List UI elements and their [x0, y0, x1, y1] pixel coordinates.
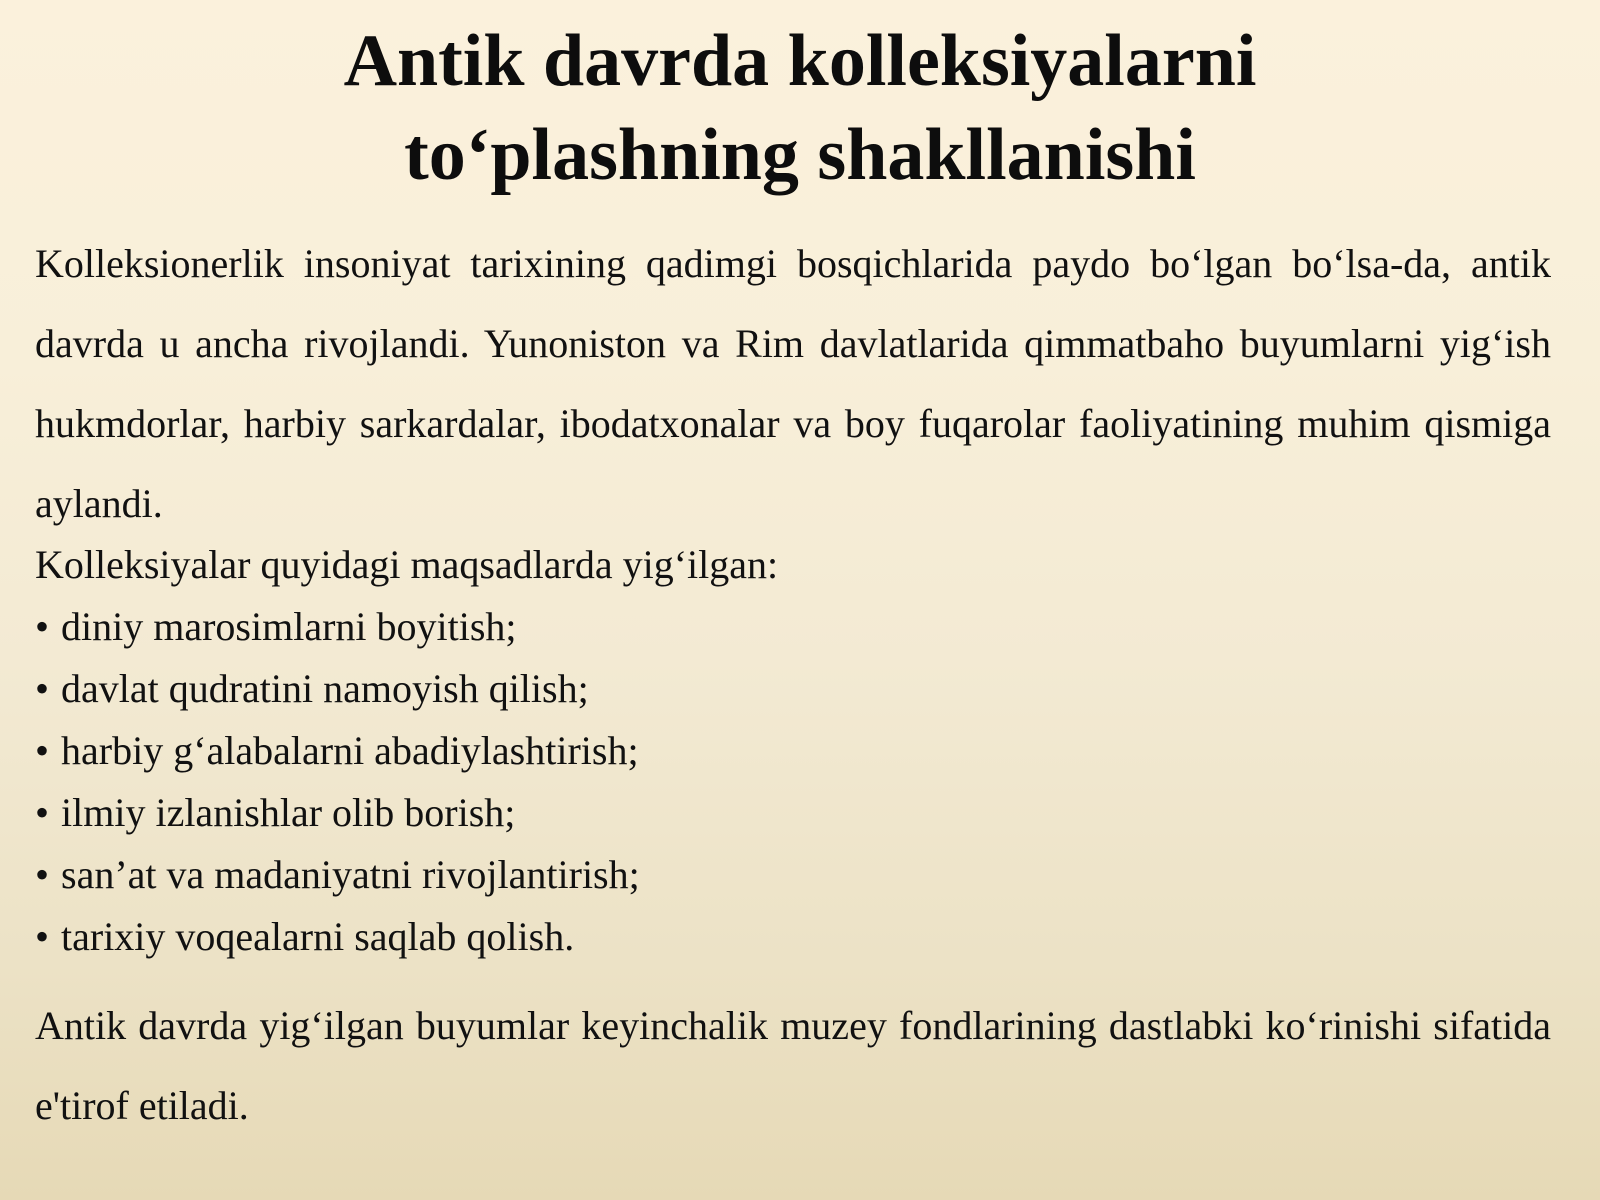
- list-item-text: san’at va madaniyatni rivojlantirish;: [61, 852, 640, 897]
- bullet-icon: •: [35, 666, 50, 711]
- list-item: [35, 720, 640, 782]
- list-item-text: davlat qudratini namoyish qilish;: [61, 666, 589, 711]
- list-item-text: harbiy g‘alabalarni abadiylashtirish;: [61, 728, 639, 773]
- list-item: [35, 596, 640, 658]
- bullet-icon: •: [35, 852, 50, 897]
- bullet-icon: •: [35, 728, 50, 773]
- slide-title-line-1: Antik davrda kolleksiyalarni: [343, 20, 1257, 102]
- list-item-text: diniy marosimlarni boyitish;: [61, 604, 517, 649]
- slide-title-line-2: to‘plashning shakllanishi: [404, 114, 1196, 196]
- bullet-icon: •: [35, 790, 50, 835]
- slide-title: [0, 14, 1600, 202]
- list-item-text: ilmiy izlanishlar olib borish;: [61, 790, 516, 835]
- list-item: [35, 782, 640, 844]
- bullet-icon: •: [35, 604, 50, 649]
- list-item: [35, 658, 640, 720]
- intro-paragraph: Kolleksionerlik insoniyat tarixining qadimgi bosqichlarida paydo bo‘lgan bo‘lsa-da, antik davrda u ancha rivojlandi. Yunoniston va Rim davlatlarida qimmatbaho buyumlarni yig‘ish hukmdorlar, harbiy sarkardalar, ibodatxonalar va boy fuqarolar faoliyatining muhim qismiga aylandi.: [35, 241, 1551, 526]
- list-lead-text: Kolleksiyalar quyidagi maqsadlarda yig‘ilgan:: [35, 542, 779, 587]
- purposes-list: [35, 596, 640, 968]
- list-item-text: tarixiy voqealarni saqlab qolish.: [61, 914, 575, 959]
- list-item: [35, 906, 640, 968]
- bullet-icon: •: [35, 914, 50, 959]
- closing-paragraph: Antik davrda yig‘ilgan buyumlar keyinchalik muzey fondlarining dastlabki ko‘rinishi sifatida e'tirof etiladi.: [35, 1003, 1551, 1128]
- list-item: [35, 844, 640, 906]
